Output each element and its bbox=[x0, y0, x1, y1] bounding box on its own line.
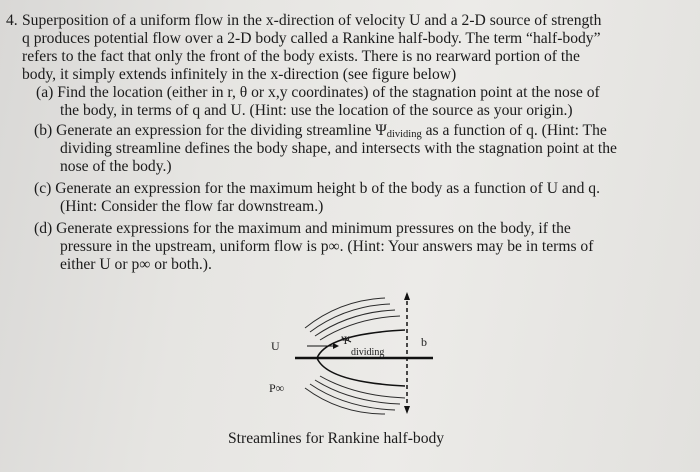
psi-subscript: dividing bbox=[386, 129, 422, 140]
label-b: b bbox=[421, 335, 427, 349]
streamline-lower-3 bbox=[320, 376, 405, 398]
height-arrowhead-bottom bbox=[404, 406, 410, 414]
part-d-line-2: pressure in the upstream, uniform flow is p∞. (Hint: Your answers may be in terms of bbox=[60, 238, 594, 255]
label-psi: Ψ bbox=[341, 333, 350, 347]
intro-line-3: refers to the fact that only the front of the body exists. There is no rearward portion of the bbox=[22, 48, 580, 65]
figure-caption: Streamlines for Rankine half-body bbox=[228, 430, 445, 447]
rankine-half-body-figure bbox=[255, 290, 455, 415]
streamline-lower-2 bbox=[315, 380, 400, 404]
part-b-text-start: (b) Generate an expression for the dividing streamline Ψ bbox=[34, 122, 387, 139]
intro-line-4: body, it simply extends infinitely in the x-direction (see figure below) bbox=[22, 66, 457, 83]
part-b-line-2: dividing streamline defines the body shape, and intersects with the stagnation point at the bbox=[60, 140, 617, 157]
streamline-upper-3 bbox=[320, 316, 400, 340]
label-u: U bbox=[271, 339, 280, 353]
intro-line-1: Superposition of a uniform flow in the x-direction of velocity U and a 2-D source of strength bbox=[22, 12, 602, 29]
height-arrowhead-top bbox=[404, 292, 410, 300]
streamlines-upper bbox=[305, 298, 400, 340]
uniform-flow-arrowhead bbox=[333, 343, 339, 349]
part-d-line-1: (d) Generate expressions for the maximum and minimum pressures on the body, if the bbox=[34, 220, 571, 237]
part-c-line-2: (Hint: Consider the flow far downstream.) bbox=[60, 198, 324, 215]
intro-line-2: q produces potential flow over a 2-D body called a Rankine half-body. The term “half-body” bbox=[22, 30, 601, 47]
streamlines-lower bbox=[305, 376, 405, 414]
label-dividing: dividing bbox=[351, 347, 385, 358]
problem-number: 4. bbox=[6, 12, 18, 29]
part-d-line-3: either U or p∞ or both.). bbox=[60, 256, 212, 273]
part-b-text-end: as a function of q. (Hint: The bbox=[421, 122, 607, 139]
part-c-line-1: (c) Generate an expression for the maximum height b of the body as a function of U and q. bbox=[34, 180, 600, 197]
label-p-infinity: P∞ bbox=[269, 381, 285, 395]
part-a-line-1: (a) Find the location (either in r, θ or x,y coordinates) of the stagnation point at the nose of bbox=[36, 84, 600, 101]
part-b-line-3: nose of the body.) bbox=[60, 158, 172, 175]
part-a-line-2: the body, in terms of q and U. (Hint: use the location of the source as your origin.) bbox=[60, 102, 573, 119]
